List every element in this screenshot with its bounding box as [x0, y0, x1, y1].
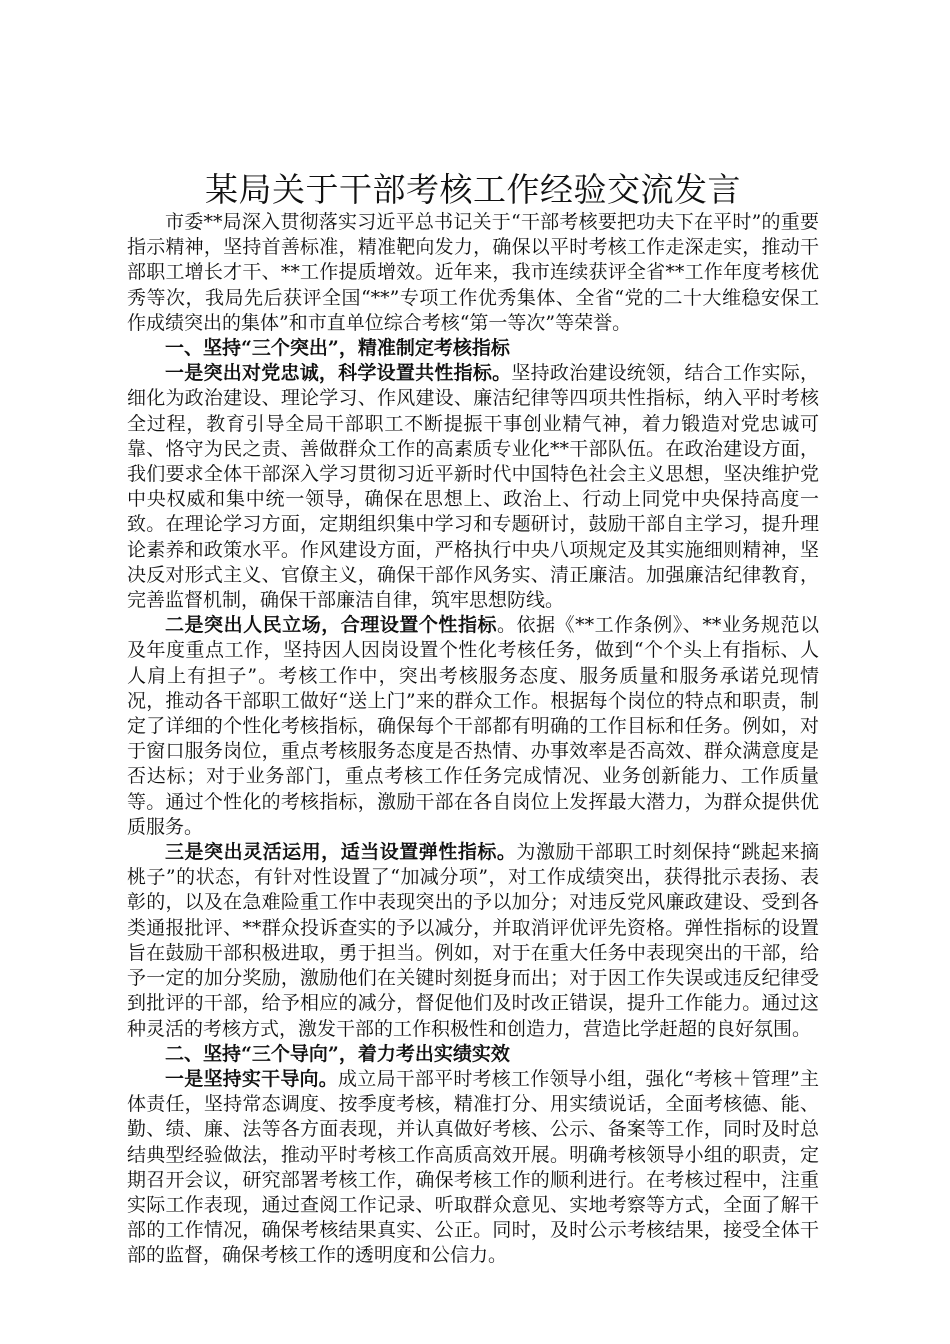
paragraph-body: 。依据《**工作条例》、**业务规范以及年度重点工作，坚持因人因岗设置个性化考核任务，做到“个个头上有指标、人人肩上有担子”。考核工作中，突出考核服务态度、服务质量和服务承诺兑现情况，推动各干部职工做好“送上门”来的群众工作。根据每个岗位的特点和职责，制定了详细的个性化考核指标，确保每个干部都有明确的工作目标和任务。例如，对于窗口服务岗位，重点考核服务态度是否热情、办事效率是否高效、群众满意度是否达标；对于业务部门，重点考核工作任务完成情况、业务创新能力、工作质量等。通过个性化的考核指标，激励干部在各自岗位上发挥最大潜力，为群众提供优质服务。 — [127, 614, 819, 838]
section-1-paragraph-2 — [127, 613, 819, 840]
section-1-paragraph-3 — [127, 840, 819, 1042]
section-2-paragraph-1 — [127, 1067, 819, 1269]
paragraph-body: 成立局干部平时考核工作领导小组，强化“考核＋管理”主体责任，坚持常态调度、按季度考核，精准打分、用实绩说话，全面考核德、能、勤、绩、廉、法等各方面表现，并认真做好考核、公示、备案等工作，同时及时总结典型经验做法，推动平时考核工作高质高效开展。明确考核领导小组的职责，定期召开会议，研究部署考核工作，确保考核工作的顺利进行。在考核过程中，注重实际工作表现，通过查阅工作记录、听取群众意见、实地考察等方式，全面了解干部的工作情况，确保考核结果真实、公正。同时，及时公示考核结果，接受全体干部的监督，确保考核工作的透明度和公信力。 — [127, 1067, 819, 1267]
section-2-heading: 二、坚持“三个导向”，着力考出实绩实效 — [165, 1042, 510, 1065]
paragraph-lead: 三是突出灵活运用，适当设置弹性指标。 — [165, 841, 517, 864]
section-1-paragraph-1 — [127, 361, 819, 613]
paragraph-lead: 一是坚持实干导向。 — [165, 1067, 338, 1090]
paragraph-lead: 一是突出对党忠诚，科学设置共性指标。 — [165, 362, 512, 385]
intro-paragraph: 市委**局深入贯彻落实习近平总书记关于“干部考核要把功夫下在平时”的重要指示精神，坚持首善标准，精准靶向发力，确保以平时考核工作走深走实，推动干部职工增长才干、**工作提质增效。近年来，我市连续获评全省**工作年度考核优秀等次，我局先后获评全国“**”专项工作优秀集体、全省“党的二十大维稳安保工作成绩突出的集体”和市直单位综合考核“第一等次”等荣誉。 — [127, 211, 819, 334]
paragraph-body: 坚持政治建设统领，结合工作实际，细化为政治建设、理论学习、作风建设、廉洁纪律等四项共性指标，纳入平时考核全过程，教育引导全局干部职工不断提振干事创业精气神，着力锻造对党忠诚可靠、恪守为民之责、善做群众工作的高素质专业化**干部队伍。在政治建设方面，我们要求全体干部深入学习贯彻习近平新时代中国特色社会主义思想，坚决维护党中央权威和集中统一领导，确保在思想上、政治上、行动上同党中央保持高度一致。在理论学习方面，定期组织集中学习和专题研讨，鼓励干部自主学习，提升理论素养和政策水平。作风建设方面，严格执行中央八项规定及其实施细则精神，坚决反对形式主义、官僚主义，确保干部作风务实、清正廉洁。加强廉洁纪律教育，完善监督机制，确保干部廉洁自律，筑牢思想防线。 — [127, 362, 819, 612]
document-page — [127, 170, 819, 1269]
document-title: 某局关于干部考核工作经验交流发言 — [205, 170, 741, 209]
paragraph-body: 为激励干部职工时刻保持“跳起来摘桃子”的状态，有针对性设置了“加减分项”，对工作成绩突出，获得批示表扬、表彰的，以及在急难险重工作中表现突出的予以加分；对违反党风廉政建设、受到各类通报批评、**群众投诉查实的予以减分，并取消评优评先资格。弹性指标的设置旨在鼓励干部积极进取，勇于担当。例如，对于在重大任务中表现突出的干部，给予一定的加分奖励，激励他们在关键时刻挺身而出；对于因工作失误或违反纪律受到批评的干部，给予相应的减分，督促他们及时改正错误，提升工作能力。通过这种灵活的考核方式，激发干部的工作积极性和创造力，营造比学赶超的良好氛围。 — [127, 841, 819, 1040]
section-1-heading: 一、坚持“三个突出”，精准制定考核指标 — [165, 337, 510, 360]
paragraph-lead: 二是突出人民立场，合理设置个性指标 — [165, 614, 497, 637]
